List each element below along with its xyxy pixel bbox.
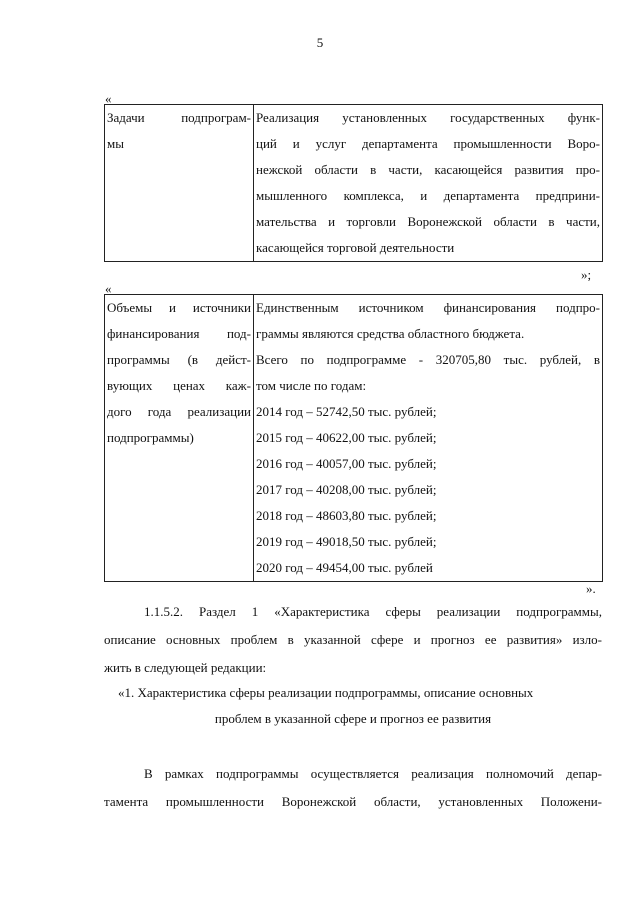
financing-table <box>104 294 603 582</box>
tasks-content-line: Реализация установленных государственных функ- <box>256 110 600 125</box>
financing-content-line: Всего по подпрограмме - 320705,80 тыс. рублей, в <box>256 352 600 367</box>
page-number: 5 <box>316 35 324 50</box>
financing-label-line: вующих ценах каж- <box>107 378 251 393</box>
table1-close-quote: »; <box>581 267 592 282</box>
tasks-content-line: мательства и торговли Воронежской области в части, <box>256 214 600 229</box>
financing-content-line: граммы являются средства областного бюджета. <box>256 326 525 341</box>
financing-content-cell <box>254 295 603 582</box>
tasks-label-cell <box>105 105 254 262</box>
table2-open-quote: « <box>105 281 112 296</box>
table1-open-quote: « <box>105 91 112 106</box>
tasks-table <box>104 104 603 262</box>
financing-year-line: 2016 год – 40057,00 тыс. рублей; <box>256 456 437 471</box>
financing-label-line: Объемы и источники <box>107 300 251 315</box>
financing-year-line: 2015 год – 40622,00 тыс. рублей; <box>256 430 437 445</box>
paragraph-line: тамента промышленности Воронежской области, установленных Положени- <box>104 794 602 809</box>
tasks-content-cell <box>254 105 603 262</box>
financing-year-line: 2019 год – 49018,50 тыс. рублей; <box>256 534 437 549</box>
body-paragraph <box>104 760 602 816</box>
financing-content-line: том числе по годам: <box>256 378 367 393</box>
amendment-paragraph <box>104 598 602 682</box>
financing-label-line: финансирования под- <box>107 326 251 341</box>
financing-label-line: программы (в дейст- <box>107 352 251 367</box>
financing-label-line: подпрограммы) <box>107 430 194 445</box>
financing-year-line: 2014 год – 52742,50 тыс. рублей; <box>256 404 437 419</box>
tasks-content-line: нежской области в части, касающейся развития про- <box>256 162 600 177</box>
financing-year-line: 2018 год – 48603,80 тыс. рублей; <box>256 508 437 523</box>
table2-close-quote: ». <box>586 581 596 596</box>
financing-label-line: дого года реализации <box>107 404 251 419</box>
financing-year-line: 2020 год – 49454,00 тыс. рублей <box>256 560 433 575</box>
heading-line: «1. Характеристика сферы реализации подпрограммы, описание основных <box>118 685 534 700</box>
paragraph-line: описание основных проблем в указанной сфере и прогноз ее развития» изло- <box>104 632 602 647</box>
financing-year-line: 2017 год – 40208,00 тыс. рублей; <box>256 482 437 497</box>
financing-content-line: Единственным источником финансирования подпро- <box>256 300 600 315</box>
tasks-content-line: мышленного комплекса, и департамента предприни- <box>256 188 600 203</box>
tasks-label-line: мы <box>107 136 124 151</box>
paragraph-line: В рамках подпрограммы осуществляется реализация полномочий депар- <box>144 766 602 781</box>
tasks-content-line: касающейся торговой деятельности <box>256 240 455 255</box>
tasks-content-line: ций и услуг департамента промышленности Воро- <box>256 136 600 151</box>
heading-line: проблем в указанной сфере и прогноз ее развития <box>214 711 492 726</box>
financing-label-cell <box>105 295 254 582</box>
section-heading <box>104 680 602 732</box>
paragraph-line: жить в следующей редакции: <box>104 660 267 675</box>
paragraph-line: 1.1.5.2. Раздел 1 «Характеристика сферы реализации подпрограммы, <box>144 604 602 619</box>
tasks-label-line: Задачи подпрограм- <box>107 110 251 125</box>
table-row <box>105 105 603 262</box>
table-row <box>105 295 603 582</box>
